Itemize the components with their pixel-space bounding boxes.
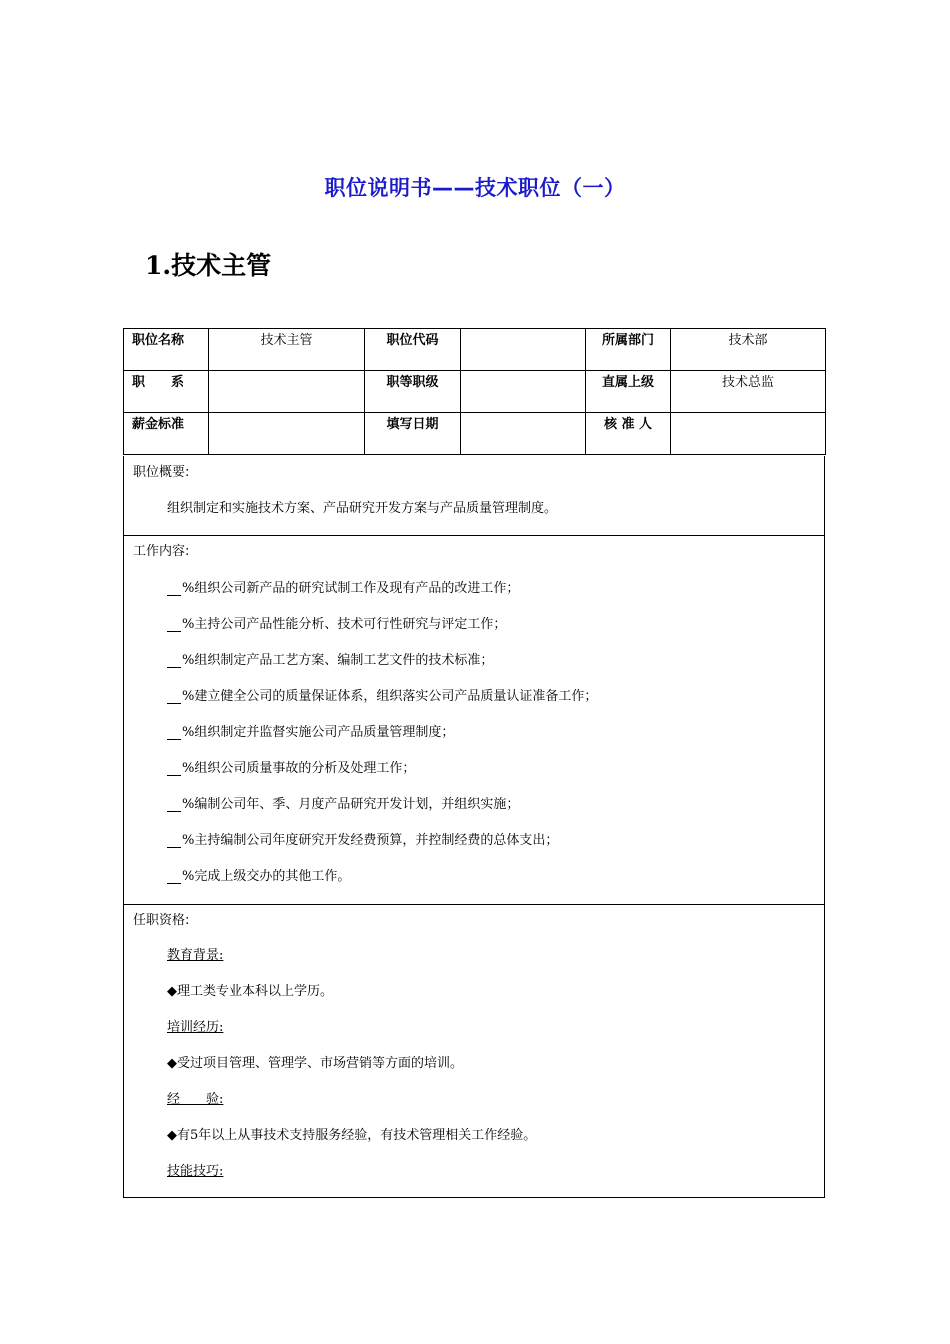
duty-item: %组织制定并监督实施公司产品质量管理制度；: [167, 721, 454, 740]
label-fill-date: 填写日期: [365, 413, 461, 455]
education-label: 教育背景:: [167, 948, 224, 963]
duty-item: %完成上级交办的其他工作。: [167, 865, 350, 884]
duty-item: %建立健全公司的质量保证体系，组织落实公司产品质量认证准备工作；: [167, 685, 597, 704]
label-supervisor: 直属上级: [586, 371, 671, 413]
value-approver: [671, 413, 826, 455]
qualifications-heading: 任职资格:: [133, 913, 190, 928]
duty-item: %组织公司质量事故的分析及处理工作；: [167, 757, 415, 776]
label-grade: 职等职级: [365, 371, 461, 413]
value-department: 技术部: [671, 329, 826, 371]
duty-item: %主持编制公司年度研究开发经费预算，并控制经费的总体支出；: [167, 829, 558, 848]
table-row: [124, 329, 826, 371]
label-salary: 薪金标准: [124, 413, 209, 455]
label-approver: 核 准 人: [586, 413, 671, 455]
label-position-name: 职位名称: [124, 329, 209, 371]
duty-item: %主持公司产品性能分析、技术可行性研究与评定工作；: [167, 613, 506, 632]
value-fill-date: [461, 413, 586, 455]
training-text: ◆受过项目管理、管理学、市场营销等方面的培训。: [167, 1056, 463, 1071]
label-job-family: 职 系: [124, 371, 209, 413]
value-supervisor: 技术总监: [671, 371, 826, 413]
duties-heading: 工作内容:: [133, 544, 190, 559]
duty-item: %组织公司新产品的研究试制工作及现有产品的改进工作；: [167, 577, 519, 596]
overview-heading: 职位概要:: [133, 465, 190, 480]
value-grade: [461, 371, 586, 413]
position-info-table: [123, 328, 826, 455]
overview-text: 组织制定和实施技术方案、产品研究开发方案与产品质量管理制度。: [167, 501, 558, 516]
skills-label: 技能技巧:: [167, 1164, 224, 1179]
document-title: 职位说明书——技术职位（一）: [324, 176, 626, 200]
duty-item: %组织制定产品工艺方案、编制工艺文件的技术标准；: [167, 649, 493, 668]
experience-text: ◆有5年以上从事技术支持服务经验，有技术管理相关工作经验。: [167, 1128, 537, 1143]
table-row: [124, 371, 826, 413]
experience-label: 经 验:: [167, 1092, 224, 1107]
duties-block: [123, 535, 825, 905]
label-position-code: 职位代码: [365, 329, 461, 371]
education-text: ◆理工类专业本科以上学历。: [167, 984, 333, 999]
overview-block: [123, 456, 825, 536]
duty-item: %编制公司年、季、月度产品研究开发计划，并组织实施；: [167, 793, 519, 812]
section-title: 1.技术主管: [145, 251, 272, 280]
training-label: 培训经历:: [167, 1020, 224, 1035]
value-position-code: [461, 329, 586, 371]
value-position-name: 技术主管: [209, 329, 365, 371]
value-job-family: [209, 371, 365, 413]
label-department: 所属部门: [586, 329, 671, 371]
value-salary: [209, 413, 365, 455]
qualifications-block: [123, 904, 825, 1198]
table-row: [124, 413, 826, 455]
